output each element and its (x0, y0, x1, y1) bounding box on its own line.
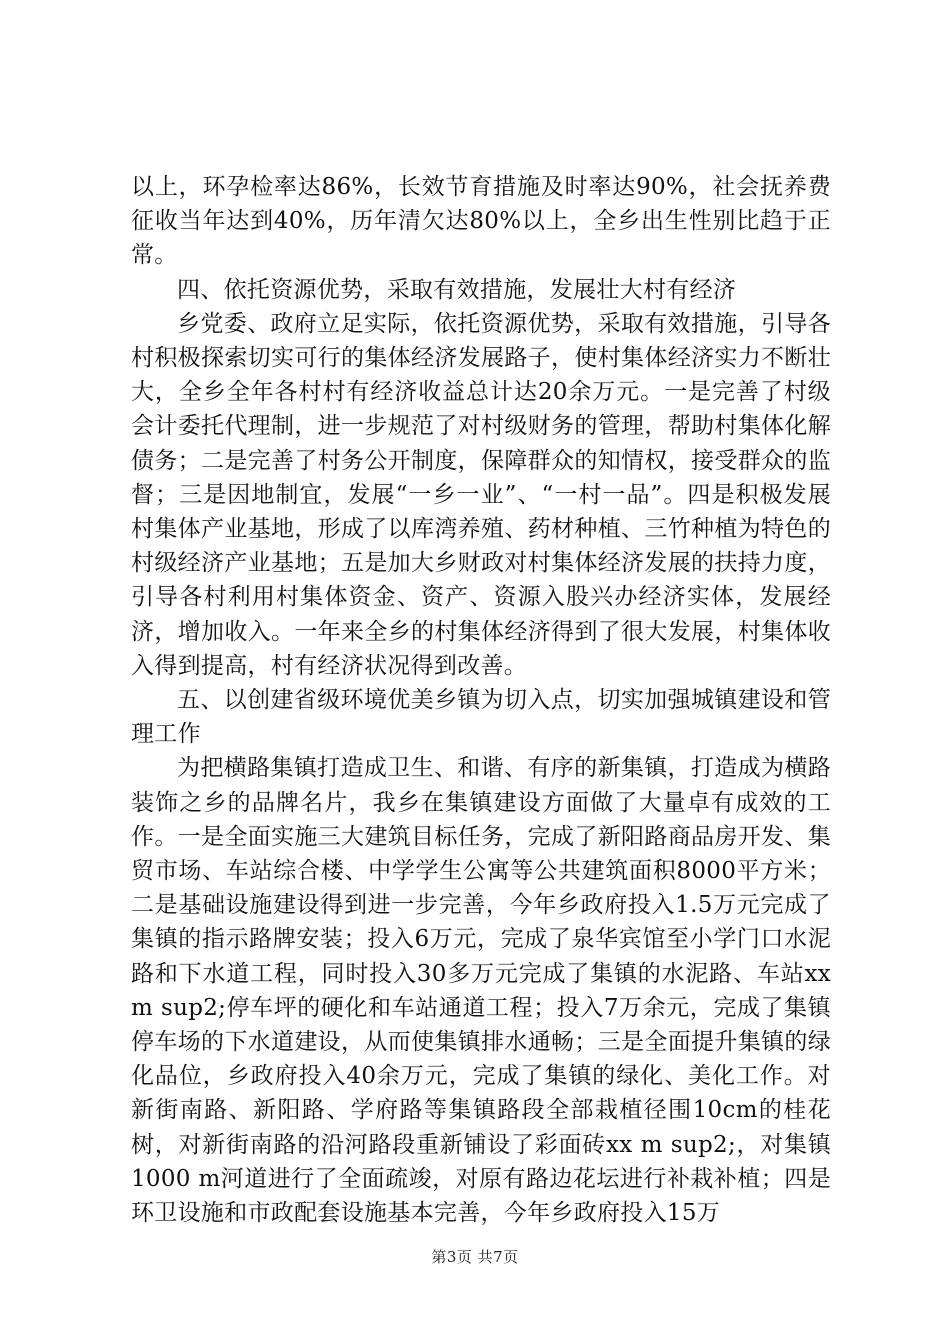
section-heading: 五、以创建省级环境优美乡镇为切入点，切实加强城镇建设和管理工作 (131, 687, 831, 748)
paragraph: 为把横路集镇打造成卫生、和谐、有序的新集镇，打造成为横路装饰之乡的品牌名片，我乡在集镇建设方面做了大量卓有成效的工作。一是全面实施三大建筑目标任务，完成了新阳路商品房开发、集贸市场、车站综合楼、中学学生公寓等公共建筑面积8000平方米；二是基础设施建设得到进一步完善，今年乡政府投入1.5万元完成了集镇的指示路牌安装；投入6万元，完成了泉华宾馆至小学门口水泥路和下水道工程，同时投入30多万元完成了集镇的水泥路、车站xx m sup2;停车坪的硬化和车站通道工程；投入7万余元，完成了集镇停车场的下水道建设，从而使集镇排水通畅；三是全面提升集镇的绿化品位，乡政府投入40余万元，完成了集镇的绿化、美化工作。对新街南路、新阳路、学府路等集镇路段全部栽植径围10cm的桂花树，对新街南路的沿河路段重新铺设了彩面砖xx m sup2;，对集镇1000 m河道进行了全面疏竣，对原有路边花坛进行补栽补植；四是环卫设施和市政配套设施基本完善，今年乡政府投入15万 (131, 755, 831, 1227)
paragraph: 以上，环孕检率达86%，长效节育措施及时率达90%，社会抚养费征收当年达到40%，历年清欠达80%以上，全乡出生性别比趋于正常。 (131, 174, 831, 269)
page-number-footer: 第3页 共7页 (431, 1248, 519, 1266)
paragraph: 乡党委、政府立足实际，依托资源优势，采取有效措施，引导各村积极探索切实可行的集体经济发展路子，使村集体经济实力不断壮大，全乡全年各村村有经济收益总计达20余万元。一是完善了村级会计委托代理制，进一步规范了对村级财务的管理，帮助村集体化解债务；二是完善了村务公开制度，保障群众的知情权，接受群众的监督；三是因地制宜，发展“一乡一业”、“一村一品”。四是积极发展村集体产业基地，形成了以库湾养殖、药材种植、三竹种植为特色的村级经济产业基地；五是加大乡财政对村集体经济发展的扶持力度，引导各村利用村集体资金、资产、资源入股兴办经济实体，发展经济，增加收入。一年来全乡的村集体经济得到了很大发展，村集体收入得到提高，村有经济状况得到改善。 (131, 310, 831, 679)
document-body (131, 170, 831, 1230)
section-heading: 四、依托资源优势，采取有效措施，发展壮大村有经济 (177, 276, 737, 303)
